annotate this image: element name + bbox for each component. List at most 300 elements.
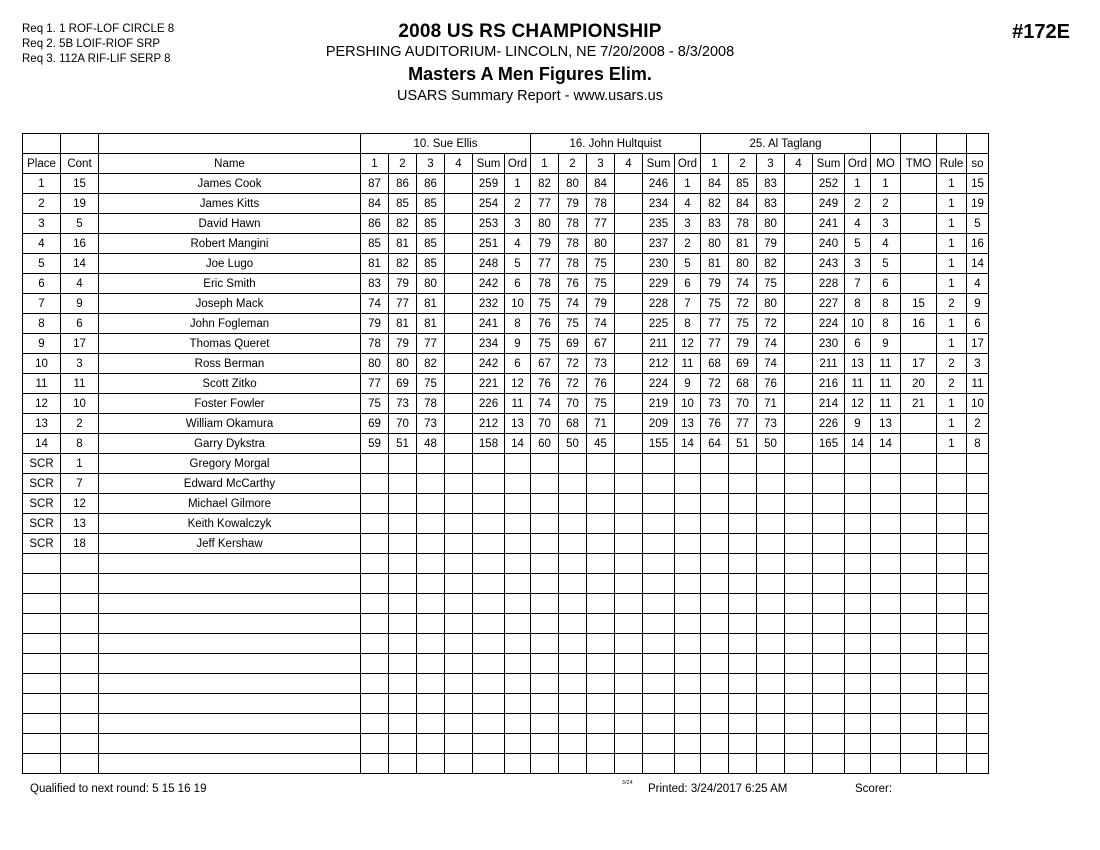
cell-j1-fig2 bbox=[389, 454, 417, 474]
cell-tmo: 21 bbox=[901, 394, 937, 414]
cell-j2-sum: 211 bbox=[643, 334, 675, 354]
cell-j2-ord: 7 bbox=[675, 294, 701, 314]
cell-cont: 13 bbox=[61, 514, 99, 534]
cell-cont bbox=[61, 614, 99, 634]
cell-j3-fig4 bbox=[785, 274, 813, 294]
cell-name: John Fogleman bbox=[99, 314, 361, 334]
cell-j1-sum bbox=[473, 534, 505, 554]
cell-so: 5 bbox=[967, 214, 989, 234]
cell-j3-fig3: 71 bbox=[757, 394, 785, 414]
cell-j1-fig1 bbox=[361, 494, 389, 514]
cell-name bbox=[99, 754, 361, 774]
cell-cont: 12 bbox=[61, 494, 99, 514]
cell-rule bbox=[937, 614, 967, 634]
cell-j3-fig3 bbox=[757, 534, 785, 554]
cell-j2-sum: 235 bbox=[643, 214, 675, 234]
cell-j3-fig1: 84 bbox=[701, 174, 729, 194]
cell-j3-sum: 230 bbox=[813, 334, 845, 354]
cell-j2-ord bbox=[675, 494, 701, 514]
cell-j1-ord: 10 bbox=[505, 294, 531, 314]
cell-j1-fig4 bbox=[445, 594, 473, 614]
cell-j2-fig4 bbox=[615, 354, 643, 374]
cell-j3-fig3: 72 bbox=[757, 314, 785, 334]
cell-j1-fig4 bbox=[445, 534, 473, 554]
cell-j3-ord bbox=[845, 454, 871, 474]
cell-j2-fig4 bbox=[615, 314, 643, 334]
cell-j1-fig4 bbox=[445, 314, 473, 334]
cell-j1-ord: 1 bbox=[505, 174, 531, 194]
cell-j1-sum bbox=[473, 734, 505, 754]
cell-j3-sum bbox=[813, 454, 845, 474]
cell-j3-fig1 bbox=[701, 534, 729, 554]
cell-j2-sum bbox=[643, 554, 675, 574]
cell-j3-ord: 10 bbox=[845, 314, 871, 334]
cell-mo: 6 bbox=[871, 274, 901, 294]
cell-j1-fig4 bbox=[445, 274, 473, 294]
cell-j3-fig2 bbox=[729, 574, 757, 594]
cell-j3-fig4 bbox=[785, 434, 813, 454]
cell-mo: 9 bbox=[871, 334, 901, 354]
cell-j2-fig4 bbox=[615, 334, 643, 354]
cell-tmo bbox=[901, 654, 937, 674]
table-row bbox=[23, 294, 989, 314]
cell-j1-fig3 bbox=[417, 754, 445, 774]
cell-j1-fig2 bbox=[389, 534, 417, 554]
cell-j3-fig3: 82 bbox=[757, 254, 785, 274]
cell-j3-fig2 bbox=[729, 534, 757, 554]
cell-j1-ord: 6 bbox=[505, 274, 531, 294]
cell-j2-fig1 bbox=[531, 694, 559, 714]
table-row bbox=[23, 214, 989, 234]
table-row bbox=[23, 614, 989, 634]
cell-j2-fig2 bbox=[559, 694, 587, 714]
cell-j1-fig2: 79 bbox=[389, 274, 417, 294]
cell-j2-ord bbox=[675, 454, 701, 474]
cell-mo: 3 bbox=[871, 214, 901, 234]
cell-j3-fig2: 68 bbox=[729, 374, 757, 394]
cell-name: Garry Dykstra bbox=[99, 434, 361, 454]
table-row bbox=[23, 334, 989, 354]
cell-mo bbox=[871, 674, 901, 694]
cell-j1-fig4 bbox=[445, 374, 473, 394]
cell-j1-sum bbox=[473, 594, 505, 614]
cell-j1-ord bbox=[505, 694, 531, 714]
cell-j2-sum bbox=[643, 714, 675, 734]
cell-mo: 8 bbox=[871, 314, 901, 334]
cell-rule bbox=[937, 454, 967, 474]
cell-place bbox=[23, 694, 61, 714]
cell-j3-fig3 bbox=[757, 754, 785, 774]
cell-j1-ord: 13 bbox=[505, 414, 531, 434]
cell-j1-fig1 bbox=[361, 734, 389, 754]
cell-j3-fig1 bbox=[701, 694, 729, 714]
cell-j2-sum: 155 bbox=[643, 434, 675, 454]
cell-j2-fig2: 72 bbox=[559, 354, 587, 374]
cell-place bbox=[23, 734, 61, 754]
cell-place: 5 bbox=[23, 254, 61, 274]
cell-j3-fig3: 73 bbox=[757, 414, 785, 434]
cell-j3-fig2: 69 bbox=[729, 354, 757, 374]
cell-j3-fig3: 76 bbox=[757, 374, 785, 394]
cell-j2-fig3: 67 bbox=[587, 334, 615, 354]
cell-j3-fig3 bbox=[757, 634, 785, 654]
cell-j2-fig2 bbox=[559, 514, 587, 534]
cell-j2-fig3: 71 bbox=[587, 414, 615, 434]
cell-j3-fig3: 80 bbox=[757, 294, 785, 314]
cell-j1-ord bbox=[505, 614, 531, 634]
cell-j1-fig3 bbox=[417, 634, 445, 654]
cell-j3-fig4 bbox=[785, 214, 813, 234]
cell-j2-fig3 bbox=[587, 594, 615, 614]
cell-j1-fig2 bbox=[389, 694, 417, 714]
cell-mo bbox=[871, 654, 901, 674]
cell-place: 3 bbox=[23, 214, 61, 234]
cell-j2-sum bbox=[643, 474, 675, 494]
cell-j2-fig1 bbox=[531, 654, 559, 674]
cell-j1-fig1: 59 bbox=[361, 434, 389, 454]
cell-mo bbox=[871, 594, 901, 614]
cell-j3-fig1: 79 bbox=[701, 274, 729, 294]
cell-so bbox=[967, 674, 989, 694]
cell-j1-fig2: 82 bbox=[389, 214, 417, 234]
cell-j1-fig2 bbox=[389, 754, 417, 774]
cell-j1-fig1: 81 bbox=[361, 254, 389, 274]
cell-j3-sum bbox=[813, 734, 845, 754]
cell-j3-fig1: 72 bbox=[701, 374, 729, 394]
cell-j2-fig4 bbox=[615, 514, 643, 534]
cell-j3-sum bbox=[813, 614, 845, 634]
cell-so bbox=[967, 694, 989, 714]
cell-j3-fig4 bbox=[785, 194, 813, 214]
cell-j2-fig4 bbox=[615, 574, 643, 594]
cell-j2-sum bbox=[643, 694, 675, 714]
cell-j1-fig1: 84 bbox=[361, 194, 389, 214]
table-row bbox=[23, 534, 989, 554]
cell-j1-ord: 11 bbox=[505, 394, 531, 414]
cell-j3-fig4 bbox=[785, 654, 813, 674]
cell-so bbox=[967, 614, 989, 634]
cell-mo bbox=[871, 694, 901, 714]
cell-rule bbox=[937, 694, 967, 714]
header-j2-sum: Sum bbox=[643, 154, 675, 174]
cell-j2-fig1: 74 bbox=[531, 394, 559, 414]
cell-cont bbox=[61, 734, 99, 754]
cell-j2-fig2: 74 bbox=[559, 294, 587, 314]
cell-j3-fig4 bbox=[785, 494, 813, 514]
cell-cont bbox=[61, 554, 99, 574]
cell-j2-fig1: 75 bbox=[531, 294, 559, 314]
cell-j3-fig3: 74 bbox=[757, 354, 785, 374]
header-j3-fig1: 1 bbox=[701, 154, 729, 174]
cell-j3-sum: 241 bbox=[813, 214, 845, 234]
cell-j2-fig4 bbox=[615, 254, 643, 274]
cell-j1-fig4 bbox=[445, 494, 473, 514]
cell-j1-sum: 259 bbox=[473, 174, 505, 194]
cell-j2-fig4 bbox=[615, 194, 643, 214]
column-header-row bbox=[23, 154, 989, 174]
cell-tmo bbox=[901, 454, 937, 474]
cell-j2-fig3 bbox=[587, 474, 615, 494]
cell-j1-fig3 bbox=[417, 714, 445, 734]
cell-j1-fig2: 86 bbox=[389, 174, 417, 194]
cell-j2-ord: 11 bbox=[675, 354, 701, 374]
cell-j3-fig2 bbox=[729, 614, 757, 634]
cell-j3-ord: 6 bbox=[845, 334, 871, 354]
cell-tmo bbox=[901, 534, 937, 554]
cell-j2-sum: 212 bbox=[643, 354, 675, 374]
cell-j1-ord bbox=[505, 494, 531, 514]
cell-name bbox=[99, 714, 361, 734]
cell-cont: 18 bbox=[61, 534, 99, 554]
cell-j3-sum bbox=[813, 594, 845, 614]
header-j3-fig4: 4 bbox=[785, 154, 813, 174]
requirement-line-2: Req 2. 5B LOIF-RIOF SRP bbox=[22, 38, 161, 50]
cell-j2-sum bbox=[643, 514, 675, 534]
cell-j3-fig1 bbox=[701, 574, 729, 594]
cell-j1-sum bbox=[473, 554, 505, 574]
cell-so bbox=[967, 714, 989, 734]
cell-j1-fig3: 48 bbox=[417, 434, 445, 454]
cell-j3-fig2: 79 bbox=[729, 334, 757, 354]
cell-j2-ord bbox=[675, 634, 701, 654]
cell-j2-fig3: 74 bbox=[587, 314, 615, 334]
judge-gap-right bbox=[871, 134, 901, 154]
cell-j3-fig1 bbox=[701, 714, 729, 734]
cell-j2-ord bbox=[675, 534, 701, 554]
cell-j1-fig4 bbox=[445, 454, 473, 474]
cell-j1-ord: 4 bbox=[505, 234, 531, 254]
cell-j3-fig1 bbox=[701, 554, 729, 574]
cell-j3-fig2 bbox=[729, 734, 757, 754]
cell-j1-fig3: 75 bbox=[417, 374, 445, 394]
cell-j1-fig3 bbox=[417, 614, 445, 634]
cell-place bbox=[23, 594, 61, 614]
cell-j3-fig2 bbox=[729, 634, 757, 654]
cell-j2-ord: 5 bbox=[675, 254, 701, 274]
cell-j2-fig4 bbox=[615, 634, 643, 654]
cell-j1-sum bbox=[473, 614, 505, 634]
cell-j1-fig4 bbox=[445, 674, 473, 694]
event-code: #172E bbox=[1012, 21, 1070, 43]
cell-name bbox=[99, 674, 361, 694]
cell-j1-sum bbox=[473, 634, 505, 654]
cell-j2-sum: 209 bbox=[643, 414, 675, 434]
cell-j1-fig4 bbox=[445, 214, 473, 234]
cell-j3-fig2 bbox=[729, 694, 757, 714]
cell-j3-fig1 bbox=[701, 674, 729, 694]
header-place: Place bbox=[23, 154, 61, 174]
cell-name: Joe Lugo bbox=[99, 254, 361, 274]
cell-name: Robert Mangini bbox=[99, 234, 361, 254]
cell-j1-fig1: 85 bbox=[361, 234, 389, 254]
cell-j2-fig3: 84 bbox=[587, 174, 615, 194]
cell-j1-fig2 bbox=[389, 494, 417, 514]
cell-place: 11 bbox=[23, 374, 61, 394]
cell-j1-sum: 254 bbox=[473, 194, 505, 214]
cell-place: SCR bbox=[23, 454, 61, 474]
cell-cont: 16 bbox=[61, 234, 99, 254]
cell-j3-fig1: 68 bbox=[701, 354, 729, 374]
cell-j3-fig1 bbox=[701, 634, 729, 654]
cell-j1-fig2 bbox=[389, 514, 417, 534]
cell-j3-ord: 14 bbox=[845, 434, 871, 454]
cell-j3-fig1: 77 bbox=[701, 334, 729, 354]
cell-j3-fig1: 75 bbox=[701, 294, 729, 314]
cell-rule bbox=[937, 674, 967, 694]
cell-so: 14 bbox=[967, 254, 989, 274]
cell-j2-fig2 bbox=[559, 574, 587, 594]
cell-j2-fig4 bbox=[615, 474, 643, 494]
cell-j1-fig1 bbox=[361, 474, 389, 494]
cell-j2-fig4 bbox=[615, 654, 643, 674]
cell-j3-fig1 bbox=[701, 514, 729, 534]
cell-j2-fig4 bbox=[615, 534, 643, 554]
cell-j1-fig3 bbox=[417, 574, 445, 594]
cell-so: 2 bbox=[967, 414, 989, 434]
cell-j2-fig3: 76 bbox=[587, 374, 615, 394]
cell-j1-ord: 6 bbox=[505, 354, 531, 374]
cell-j2-fig3: 75 bbox=[587, 274, 615, 294]
cell-tmo: 16 bbox=[901, 314, 937, 334]
table-row bbox=[23, 634, 989, 654]
cell-j3-fig1 bbox=[701, 654, 729, 674]
cell-j2-sum bbox=[643, 674, 675, 694]
cell-j3-fig1 bbox=[701, 594, 729, 614]
cell-j3-fig4 bbox=[785, 254, 813, 274]
cell-j3-fig3 bbox=[757, 574, 785, 594]
cell-j3-ord bbox=[845, 594, 871, 614]
cell-j3-ord bbox=[845, 694, 871, 714]
cell-j1-fig4 bbox=[445, 474, 473, 494]
cell-j1-fig4 bbox=[445, 654, 473, 674]
cell-so: 3 bbox=[967, 354, 989, 374]
cell-j2-ord bbox=[675, 734, 701, 754]
cell-j3-ord: 1 bbox=[845, 174, 871, 194]
cell-j2-ord: 3 bbox=[675, 214, 701, 234]
judge-1-label: 10. Sue Ellis bbox=[361, 134, 531, 154]
cell-j1-fig1 bbox=[361, 514, 389, 534]
cell-j3-fig3 bbox=[757, 714, 785, 734]
cell-mo: 4 bbox=[871, 234, 901, 254]
header-so: so bbox=[967, 154, 989, 174]
cell-so: 17 bbox=[967, 334, 989, 354]
cell-j1-ord bbox=[505, 754, 531, 774]
cell-j3-fig1 bbox=[701, 474, 729, 494]
cell-rule bbox=[937, 554, 967, 574]
cell-mo bbox=[871, 534, 901, 554]
cell-j1-sum: 158 bbox=[473, 434, 505, 454]
cell-j1-fig3 bbox=[417, 734, 445, 754]
cell-j1-fig3 bbox=[417, 474, 445, 494]
cell-cont bbox=[61, 574, 99, 594]
cell-tmo bbox=[901, 494, 937, 514]
cell-j2-fig3 bbox=[587, 654, 615, 674]
cell-j3-sum: 165 bbox=[813, 434, 845, 454]
cell-j3-ord: 5 bbox=[845, 234, 871, 254]
cell-j1-fig2: 69 bbox=[389, 374, 417, 394]
cell-tmo bbox=[901, 214, 937, 234]
cell-j1-ord: 14 bbox=[505, 434, 531, 454]
cell-cont: 3 bbox=[61, 354, 99, 374]
table-row bbox=[23, 674, 989, 694]
cell-mo: 13 bbox=[871, 414, 901, 434]
cell-tmo bbox=[901, 254, 937, 274]
cell-tmo: 20 bbox=[901, 374, 937, 394]
cell-rule bbox=[937, 594, 967, 614]
cell-j1-fig1 bbox=[361, 674, 389, 694]
cell-j3-fig2: 77 bbox=[729, 414, 757, 434]
cell-j3-fig4 bbox=[785, 514, 813, 534]
cell-j1-ord bbox=[505, 514, 531, 534]
cell-cont: 15 bbox=[61, 174, 99, 194]
requirement-line-1: Req 1. 1 ROF-LOF CIRCLE 8 bbox=[22, 23, 175, 35]
cell-place: SCR bbox=[23, 534, 61, 554]
cell-j1-fig1: 87 bbox=[361, 174, 389, 194]
championship-title: 2008 US RS CHAMPIONSHIP bbox=[398, 21, 662, 42]
cell-j3-ord bbox=[845, 494, 871, 514]
cell-j1-fig1: 83 bbox=[361, 274, 389, 294]
cell-rule: 1 bbox=[937, 314, 967, 334]
cell-j3-fig4 bbox=[785, 574, 813, 594]
cell-j2-sum bbox=[643, 614, 675, 634]
cell-j2-fig1: 82 bbox=[531, 174, 559, 194]
cell-j3-fig3 bbox=[757, 494, 785, 514]
cell-j3-sum bbox=[813, 494, 845, 514]
cell-j2-fig3 bbox=[587, 574, 615, 594]
cell-rule: 1 bbox=[937, 254, 967, 274]
cell-j1-fig1: 74 bbox=[361, 294, 389, 314]
cell-j2-fig1: 78 bbox=[531, 274, 559, 294]
cell-cont: 10 bbox=[61, 394, 99, 414]
cell-cont: 7 bbox=[61, 474, 99, 494]
cell-name: James Kitts bbox=[99, 194, 361, 214]
cell-rule bbox=[937, 654, 967, 674]
cell-j1-fig3: 86 bbox=[417, 174, 445, 194]
cell-j2-fig2: 76 bbox=[559, 274, 587, 294]
cell-j3-fig2 bbox=[729, 654, 757, 674]
cell-name bbox=[99, 634, 361, 654]
cell-j3-fig1 bbox=[701, 734, 729, 754]
cell-j3-sum bbox=[813, 634, 845, 654]
cell-j3-sum: 243 bbox=[813, 254, 845, 274]
cell-name: Scott Zitko bbox=[99, 374, 361, 394]
header-name: Name bbox=[99, 154, 361, 174]
cell-j3-ord: 7 bbox=[845, 274, 871, 294]
cell-rule: 1 bbox=[937, 194, 967, 214]
cell-j2-fig3: 75 bbox=[587, 394, 615, 414]
event-title: Masters A Men Figures Elim. bbox=[408, 64, 652, 84]
cell-cont bbox=[61, 694, 99, 714]
cell-j2-fig3 bbox=[587, 614, 615, 634]
cell-j1-fig3 bbox=[417, 594, 445, 614]
cell-j2-fig3: 45 bbox=[587, 434, 615, 454]
cell-j3-sum bbox=[813, 714, 845, 734]
cell-j1-fig3 bbox=[417, 494, 445, 514]
cell-j2-sum bbox=[643, 454, 675, 474]
cell-so bbox=[967, 494, 989, 514]
cell-j2-sum: 237 bbox=[643, 234, 675, 254]
cell-j1-fig3 bbox=[417, 534, 445, 554]
cell-tmo bbox=[901, 754, 937, 774]
cell-j1-ord bbox=[505, 534, 531, 554]
cell-j1-fig4 bbox=[445, 334, 473, 354]
cell-so bbox=[967, 554, 989, 574]
cell-j2-fig1 bbox=[531, 634, 559, 654]
cell-so bbox=[967, 454, 989, 474]
cell-j2-ord: 8 bbox=[675, 314, 701, 334]
cell-j2-fig4 bbox=[615, 674, 643, 694]
cell-tmo bbox=[901, 594, 937, 614]
